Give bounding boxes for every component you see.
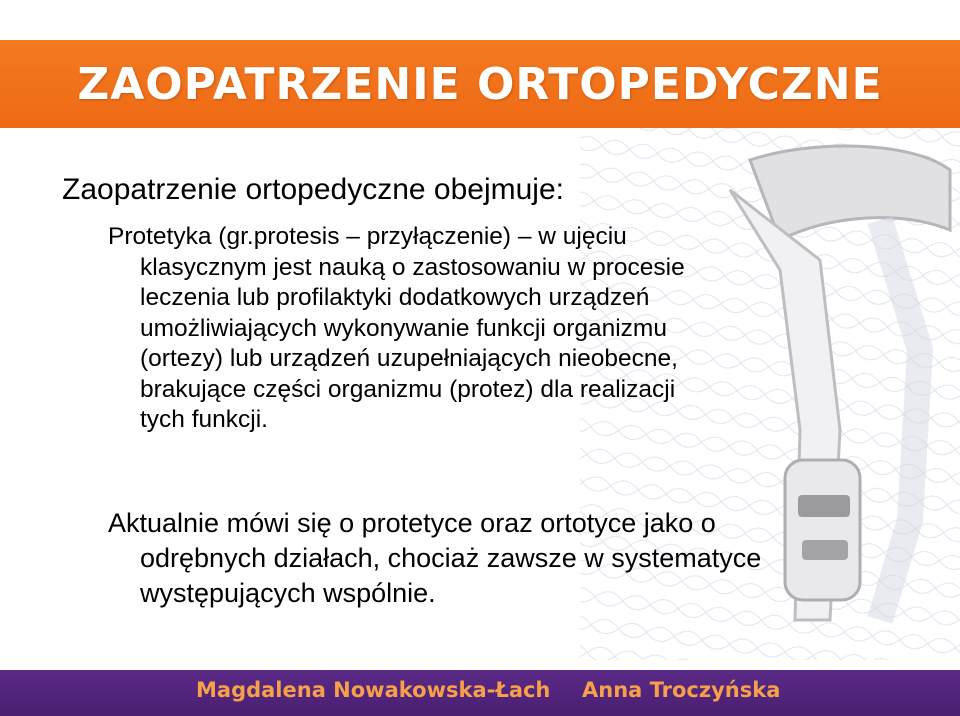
paragraph-line: Aktualnie mówi się o protetyce oraz ortotyce jako o: [108, 508, 716, 538]
paragraph-line: klasycznym jest nauką o zastosowaniu w procesie: [140, 253, 685, 281]
paragraph-line: brakujące części organizmu (protez) dla realizacji: [140, 375, 676, 403]
paragraph-line: umożliwiających wykonywanie funkcji organizmu: [140, 314, 667, 342]
footer-author-2: Anna Troczyńska: [582, 678, 781, 702]
paragraph-line: Protetyka (gr.protesis – przyłączenie) – w ujęciu: [108, 223, 627, 250]
paragraph-aktualnie: [108, 506, 908, 611]
paragraph-line: tych funkcji.: [140, 406, 268, 433]
slide-title: ZAOPATRZENIE ORTOPEDYCZNE: [77, 58, 883, 110]
content-heading: Zaopatrzenie ortopedyczne obejmuje:: [62, 173, 564, 206]
paragraph-line: (ortezy) lub urządzeń uzupełniających nieobecne,: [140, 345, 678, 372]
paragraph-line: występujących wspólnie.: [140, 578, 436, 608]
paragraph-line: leczenia lub profilaktyki dodatkowych urządzeń: [140, 284, 650, 311]
paragraph-protetyka: [108, 222, 868, 436]
paragraph-line: odrębnych działach, chociaż zawsze w systematyce: [140, 543, 762, 573]
footer-author-1: Magdalena Nowakowska-Łach: [196, 678, 551, 702]
